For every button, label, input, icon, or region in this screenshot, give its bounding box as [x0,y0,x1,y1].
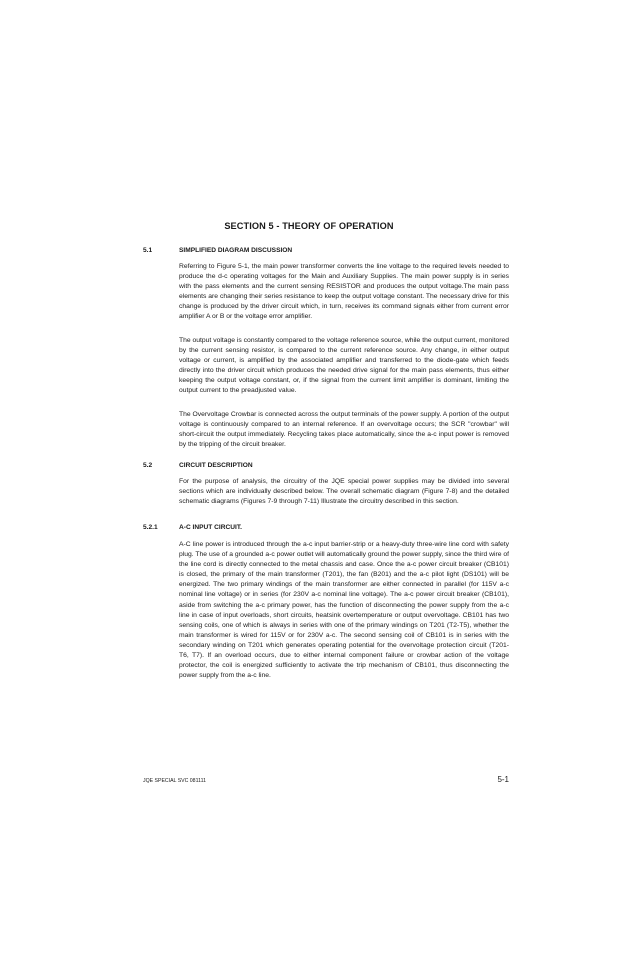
paragraph: A-C line power is introduced through the a-c input barrier-strip or a heavy-duty three-wire line cord with safety plug. The use of a grounded a-c power outlet will automatically ground the power supply, since the third wire of the line cord is directly connected to the metal chassis and case. Once the a-c power circuit breaker (CB101) is closed, the primary of the main transformer (T201), the fan (B201) and the a-c pilot light (DS101) will be energized. The two primary windings of the main transformer are either connected in parallel (for 115V a-c nominal line voltage) or in series (for 230V a-c nominal line voltage). The a-c power circuit breaker (CB101), aside from switching the a-c primary power, has the function of disconnecting the power supply from the a-c line in case of input overloads, short circuits, heatsink overtemperature or output overvoltage. CB101 has two sensing coils, one of which is always in series with one of the primary windings on T201 (T2-T5), whether the main transformer is wired for 115V or for 230V a-c. The second sensing coil of CB101 is in series with the secondary winding on T201 which generates operating potential for the overvoltage protection circuit (T201-T6, T7). If an overload occurs, due to either internal component failure or crowbar action of the voltage protector, the coil is energized sufficiently to activate the trip mechanism of CB101, thus disconnecting the power supply from the a-c line. [179,541,509,680]
page-title: SECTION 5 - THEORY OF OPERATION [224,221,394,231]
paragraph: Referring to Figure 5-1, the main power transformer converts the line voltage to the required levels needed to produce the d-c operating voltages for the Main and Auxiliary Supplies. The main power supply is in series with the pass elements and the current sensing RESISTOR and produces the output voltage.The main pass elements are changing their series resistance to keep the output voltage constant. The necessary drive for this change is produced by the driver circuit which, in turn, receives its command signals either from current error amplifier A or B or the voltage error amplifier. [179,263,509,321]
section-heading: A-C INPUT CIRCUIT. [179,524,243,531]
footer-document-id: JQE SPECIAL SVC 081111 [143,778,206,784]
page-number: 5-1 [497,775,509,784]
paragraph: The output voltage is constantly compared to the voltage reference source, while the output current, monitored by the current sensing resistor, is compared to the current reference source. Any change, in either output voltage or current, is amplified by the associated amplifier and transferred to the diode-gate which feeds directly into the driver circuit which produces the needed drive signal for the main pass elements, thus either keeping the output voltage constant, or, if the signal from the current limit amplifier is dominant, limiting the output current to the preadjusted value. [179,337,509,395]
section-heading: CIRCUIT DESCRIPTION [179,462,253,469]
section-heading: SIMPLIFIED DIAGRAM DISCUSSION [179,247,293,254]
paragraph: The Overvoltage Crowbar is connected across the output terminals of the power supply. A portion of the output voltage is continuously compared to an internal reference. If an overvoltage occurs; the SCR "crowbar" will short-circuit the output immediately. Recycling takes place automatically, since the a-c input power is removed by the tripping of the circuit breaker. [179,411,509,449]
section-number: 5.1 [143,247,153,254]
paragraph: For the purpose of analysis, the circuitry of the JQE special power supplies may be divided into several sections which are individually described below. The overall schematic diagram (Figure 7-8) and the detailed schematic diagrams (Figures 7-9 through 7-11) Illustrate the circuitry described in this section. [179,478,509,506]
section-number: 5.2.1 [143,524,158,531]
section-number: 5.2 [143,462,153,469]
